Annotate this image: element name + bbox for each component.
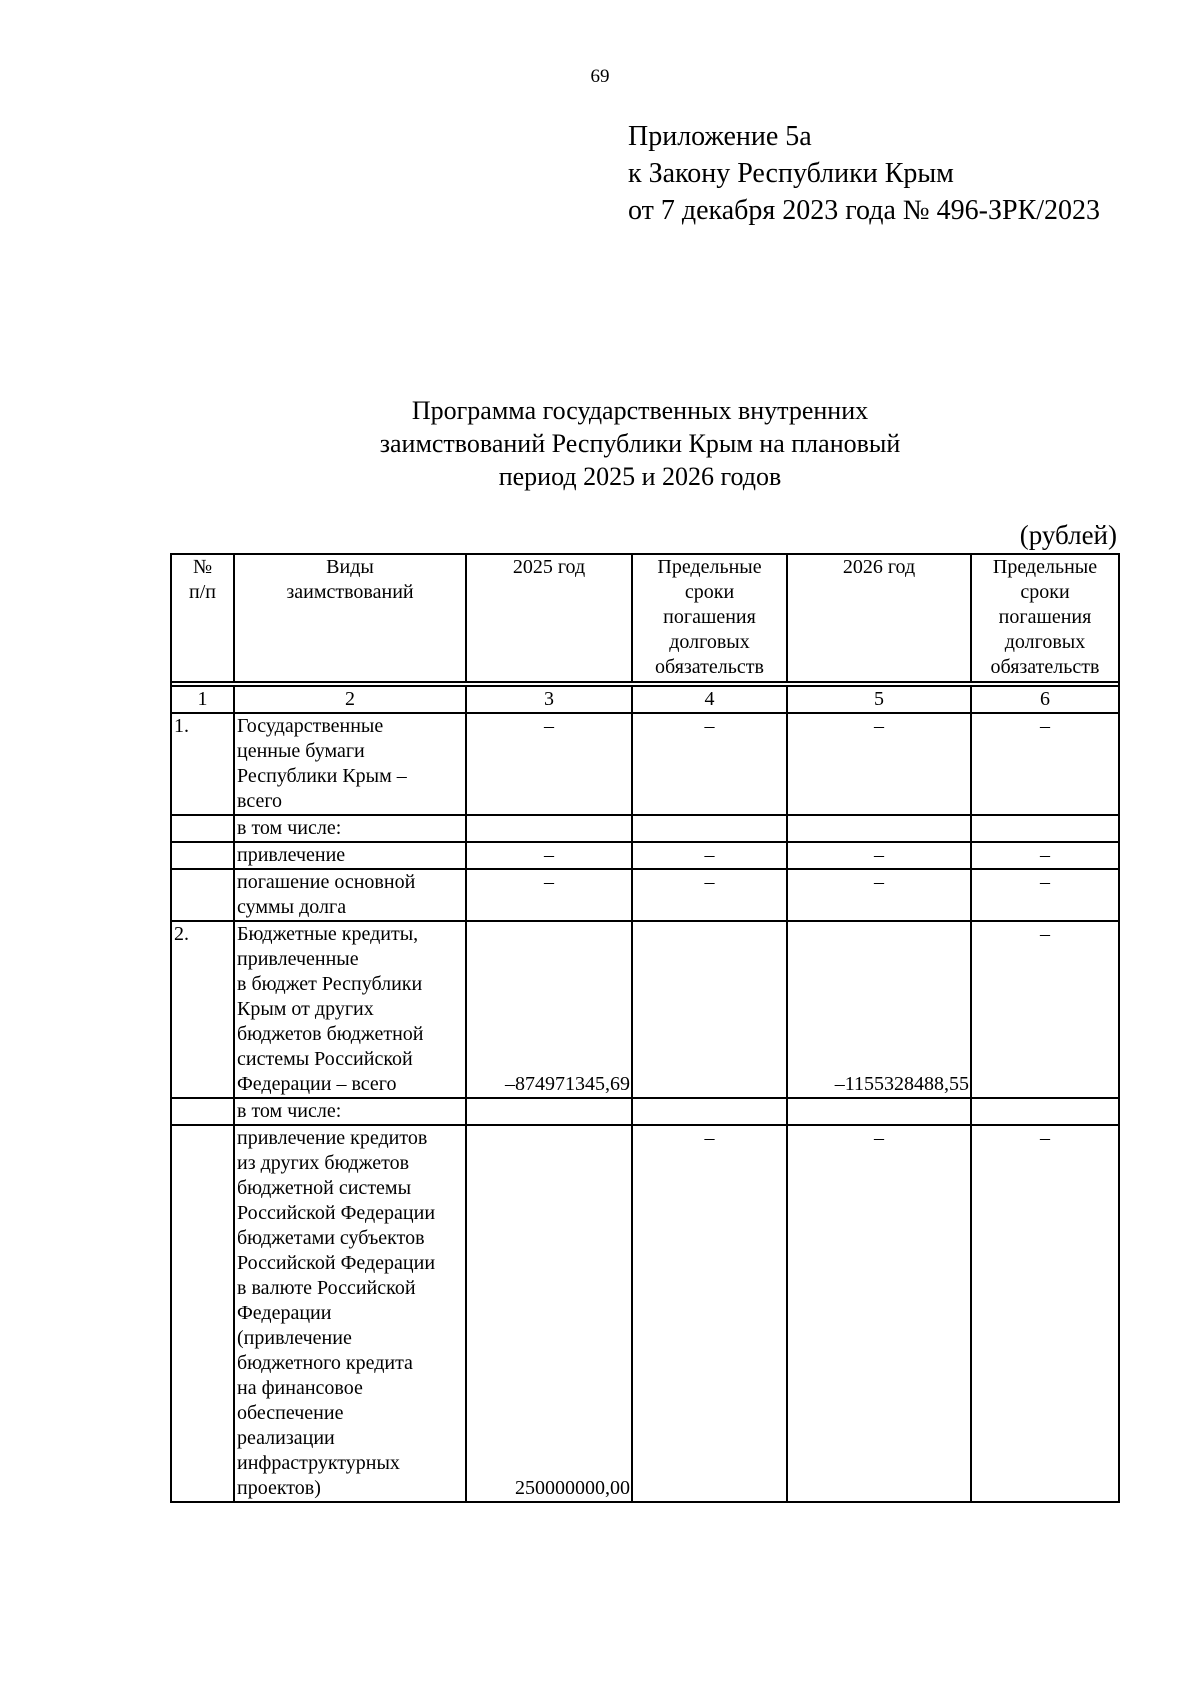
term-1: – (632, 1125, 787, 1502)
value-2026: – (787, 1125, 971, 1502)
term-2 (971, 1098, 1119, 1125)
value-2025: –874971345,69 (466, 921, 632, 1098)
value-2025 (466, 1098, 632, 1125)
column-number: 1 (171, 686, 234, 713)
row-name: Бюджетные кредиты, привлеченные в бюджет Республики Крым от других бюджетов бюджетной системы Российской Федерации – всего (234, 921, 466, 1098)
value-2026 (787, 1098, 971, 1125)
term-2: – (971, 713, 1119, 815)
term-1 (632, 1098, 787, 1125)
row-name: в том числе: (234, 815, 466, 842)
term-2: – (971, 869, 1119, 921)
row-number (171, 842, 234, 869)
header-type: Виды заимствований (234, 554, 466, 682)
term-2: – (971, 921, 1119, 1098)
column-number: 2 (234, 686, 466, 713)
column-number: 3 (466, 686, 632, 713)
header-term-2: Предельные сроки погашения долговых обязательств (971, 554, 1119, 682)
borrowing-program-table (170, 553, 1120, 1503)
term-1 (632, 921, 787, 1098)
row-name: привлечение кредитов из других бюджетов бюджетной системы Российской Федерации бюджетами субъектов Российской Федерации в валюте Российской Федерации (привлечение бюджетного кредита на финансовое обеспечение реализации инфраструктурных проектов) (234, 1125, 466, 1502)
appendix-line-3: от 7 декабря 2023 года № 496-ЗРК/2023 (628, 195, 1101, 226)
row-name: Государственные ценные бумаги Республики Крым – всего (234, 713, 466, 815)
header-num: № п/п (171, 554, 234, 682)
column-number: 6 (971, 686, 1119, 713)
header-term-1: Предельные сроки погашения долговых обязательств (632, 554, 787, 682)
table-row (171, 842, 1119, 869)
term-2: – (971, 842, 1119, 869)
row-number (171, 1125, 234, 1502)
column-number: 5 (787, 686, 971, 713)
page-number: 69 (590, 66, 610, 87)
value-2025: – (466, 842, 632, 869)
term-1: – (632, 869, 787, 921)
appendix-line-1: Приложение 5а (628, 121, 812, 152)
row-name: в том числе: (234, 1098, 466, 1125)
column-number-row (171, 686, 1119, 713)
table-row (171, 815, 1119, 842)
appendix-header (628, 118, 1100, 229)
term-1: – (632, 842, 787, 869)
row-number (171, 815, 234, 842)
row-name: погашение основной суммы долга (234, 869, 466, 921)
title-line-1: Программа государственных внутренних (411, 396, 869, 425)
row-number: 1. (171, 713, 234, 815)
appendix-line-2: к Закону Республики Крым (628, 158, 954, 189)
term-1 (632, 815, 787, 842)
table-row (171, 713, 1119, 815)
term-2 (971, 815, 1119, 842)
value-2025: – (466, 869, 632, 921)
table-header-row (171, 554, 1119, 682)
title-line-3: период 2025 и 2026 годов (498, 462, 782, 491)
row-number: 2. (171, 921, 234, 1098)
unit-label: (рублей) (1019, 520, 1117, 550)
value-2025: – (466, 713, 632, 815)
header-2025: 2025 год (466, 554, 632, 682)
value-2026: – (787, 842, 971, 869)
value-2026: –1155328488,55 (787, 921, 971, 1098)
header-2026: 2026 год (787, 554, 971, 682)
value-2026: – (787, 713, 971, 815)
value-2025: 250000000,00 (466, 1125, 632, 1502)
value-2026: – (787, 869, 971, 921)
value-2026 (787, 815, 971, 842)
row-number (171, 869, 234, 921)
row-name: привлечение (234, 842, 466, 869)
table-row (171, 869, 1119, 921)
row-number (171, 1098, 234, 1125)
table-row (171, 921, 1119, 1098)
column-number: 4 (632, 686, 787, 713)
term-2: – (971, 1125, 1119, 1502)
table-row (171, 1125, 1119, 1502)
value-2025 (466, 815, 632, 842)
document-title (300, 394, 980, 493)
title-line-2: заимствований Республики Крым на плановый (379, 429, 901, 458)
table-row (171, 1098, 1119, 1125)
term-1: – (632, 713, 787, 815)
